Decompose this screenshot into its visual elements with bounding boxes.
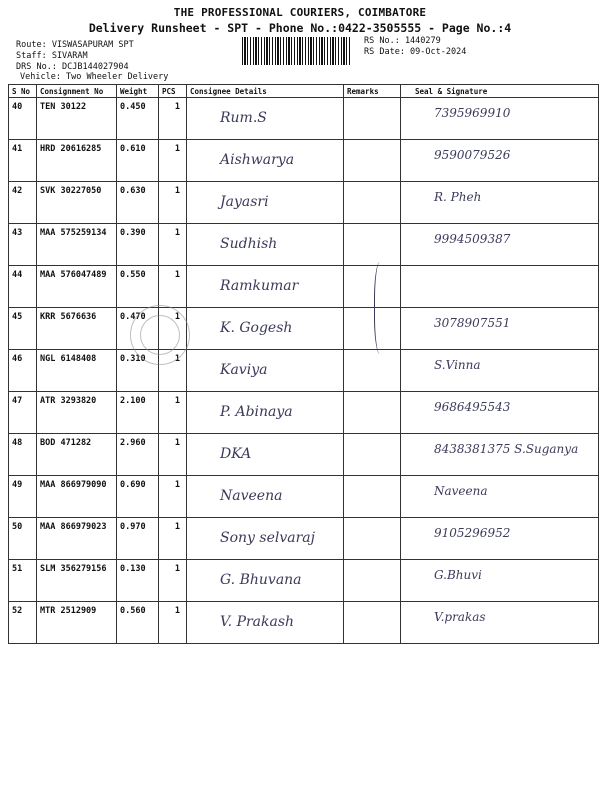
- cell-consignment-no: TEN 30122: [40, 102, 87, 112]
- table-row: [9, 140, 599, 182]
- cell-consignee: DKA: [220, 446, 252, 462]
- cell-signature: 3078907551: [434, 316, 511, 330]
- table-row: [9, 266, 599, 308]
- runsheet-table: [8, 84, 599, 644]
- cell-signature: V.prakas: [434, 610, 486, 624]
- cell-sno: 42: [12, 186, 23, 196]
- cell-consignment-no: MTR 2512909: [40, 606, 97, 616]
- col-header-pcs: PCS: [159, 85, 187, 98]
- col-header-weight: Weight: [117, 85, 159, 98]
- cell-consignment-no: MAA 866979023: [40, 522, 107, 532]
- cell-weight: 0.690: [120, 480, 146, 490]
- vehicle-label: Vehicle: Two Wheeler Delivery: [20, 72, 169, 82]
- cell-sno: 51: [12, 564, 23, 574]
- table-row: [9, 350, 599, 392]
- cell-sno: 44: [12, 270, 23, 280]
- company-title: THE PROFESSIONAL COURIERS, COIMBATORE: [173, 6, 427, 19]
- cell-sno: 45: [12, 312, 23, 322]
- cell-pcs: 1: [174, 396, 180, 406]
- table-row: [9, 392, 599, 434]
- cell-sno: 41: [12, 144, 23, 154]
- cell-consignment-no: MAA 575259134: [40, 228, 107, 238]
- cell-signature: 8438381375 S.Suganya: [434, 442, 579, 456]
- table-row: [9, 476, 599, 518]
- cell-sno: 50: [12, 522, 23, 532]
- cell-weight: 0.610: [120, 144, 146, 154]
- cell-pcs: 1: [174, 102, 180, 112]
- cell-consignment-no: ATR 3293820: [40, 396, 97, 406]
- cell-pcs: 1: [174, 186, 180, 196]
- cell-consignee: K. Gogesh: [220, 320, 293, 336]
- cell-consignment-no: HRD 20616285: [40, 144, 102, 154]
- cell-consignment-no: NGL 6148408: [40, 354, 97, 364]
- col-header-remarks: Remarks: [344, 85, 401, 98]
- cell-consignee: V. Prakash: [220, 614, 295, 630]
- cell-pcs: 1: [174, 606, 180, 616]
- cell-weight: 0.450: [120, 102, 146, 112]
- table-row: [9, 98, 599, 140]
- table-row: [9, 602, 599, 644]
- cell-sno: 43: [12, 228, 23, 238]
- staff-label: Staff: SIVARAM: [16, 51, 88, 61]
- cell-pcs: 1: [174, 438, 180, 448]
- cell-signature: 9590079526: [434, 148, 511, 162]
- barcode-image: [242, 37, 352, 65]
- table-row: [9, 308, 599, 350]
- table-row: [9, 224, 599, 266]
- table-header-row: [9, 85, 599, 98]
- cell-signature: 9105296952: [434, 526, 511, 540]
- cell-pcs: 1: [174, 312, 180, 322]
- cell-consignee: Kaviya: [220, 362, 268, 378]
- col-header-sno: S No: [9, 85, 37, 98]
- cell-signature: 9686495543: [434, 400, 511, 414]
- cell-consignee: P. Abinaya: [220, 404, 293, 420]
- cell-consignee: Naveena: [220, 488, 283, 504]
- cell-sno: 40: [12, 102, 23, 112]
- table-row: [9, 560, 599, 602]
- cell-consignment-no: MAA 866979090: [40, 480, 107, 490]
- cell-consignee: Sony selvaraj: [220, 530, 315, 546]
- cell-sno: 49: [12, 480, 23, 490]
- rs-number: RS No.: 1440279: [364, 36, 441, 46]
- route-label: Route: VISWASAPURAM SPT: [16, 40, 134, 50]
- table-row: [9, 182, 599, 224]
- cell-consignment-no: KRR 5676636: [40, 312, 97, 322]
- cell-weight: 0.970: [120, 522, 146, 532]
- cell-weight: 2.100: [120, 396, 146, 406]
- table-row: [9, 434, 599, 476]
- cell-consignment-no: SLM 356279156: [40, 564, 107, 574]
- cell-signature: S.Vinna: [434, 358, 481, 372]
- handwritten-brace-mark: [374, 262, 389, 354]
- cell-signature: G.Bhuvi: [434, 568, 482, 582]
- runsheet-title: Delivery Runsheet - SPT - Phone No.:0422-3505555 - Page No.:4: [88, 21, 512, 35]
- cell-weight: 0.630: [120, 186, 146, 196]
- cell-weight: 0.550: [120, 270, 146, 280]
- cell-consignment-no: SVK 30227050: [40, 186, 102, 196]
- cell-consignment-no: MAA 576047489: [40, 270, 107, 280]
- cell-weight: 0.310: [120, 354, 146, 364]
- table-row: [9, 518, 599, 560]
- cell-pcs: 1: [174, 354, 180, 364]
- cell-pcs: 1: [174, 270, 180, 280]
- cell-consignee: Jayasri: [220, 194, 269, 210]
- cell-sno: 46: [12, 354, 23, 364]
- rs-date: RS Date: 09-Oct-2024: [364, 47, 467, 57]
- cell-weight: 0.390: [120, 228, 146, 238]
- col-header-consignment: Consignment No: [37, 85, 117, 98]
- cell-consignee: Aishwarya: [220, 152, 295, 168]
- cell-consignee: Ramkumar: [220, 278, 299, 294]
- col-header-signature: Seal & Signature: [401, 85, 599, 98]
- cell-signature: 9994509387: [434, 232, 511, 246]
- cell-sno: 52: [12, 606, 23, 616]
- cell-weight: 0.470: [120, 312, 146, 322]
- cell-pcs: 1: [174, 480, 180, 490]
- cell-pcs: 1: [174, 564, 180, 574]
- cell-consignment-no: BOD 471282: [40, 438, 92, 448]
- office-stamp: [130, 305, 190, 365]
- cell-weight: 2.960: [120, 438, 146, 448]
- cell-consignee: Rum.S: [220, 110, 267, 126]
- cell-signature: 7395969910: [434, 106, 511, 120]
- cell-signature: R. Pheh: [434, 190, 482, 204]
- cell-sno: 48: [12, 438, 23, 448]
- cell-consignee: G. Bhuvana: [220, 572, 302, 588]
- col-header-consignee: Consignee Details: [187, 85, 344, 98]
- cell-signature: Naveena: [434, 484, 488, 498]
- cell-pcs: 1: [174, 522, 180, 532]
- cell-consignee: Sudhish: [220, 236, 278, 252]
- cell-weight: 0.560: [120, 606, 146, 616]
- cell-pcs: 1: [174, 144, 180, 154]
- cell-pcs: 1: [174, 228, 180, 238]
- cell-sno: 47: [12, 396, 23, 406]
- drs-label: DRS No.: DCJB144027904: [16, 62, 129, 72]
- cell-weight: 0.130: [120, 564, 146, 574]
